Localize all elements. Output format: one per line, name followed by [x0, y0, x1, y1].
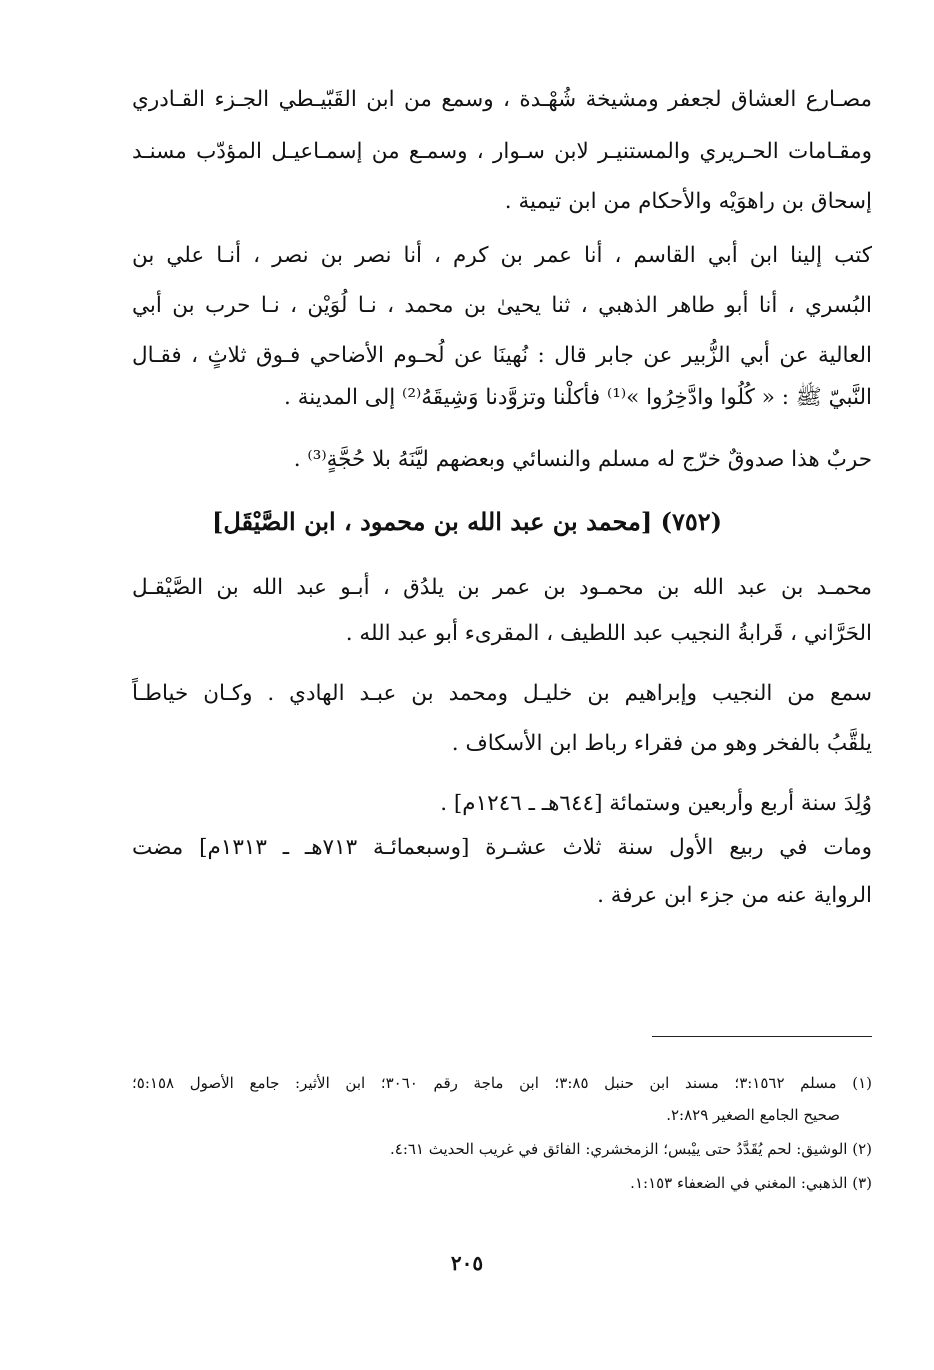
entry-heading: (٧٥٢) [محمد بن عبد الله بن محمود ، ابن الصَّيْقَل] [212, 507, 722, 536]
body-line: محمـد بن عبد الله بن محمـود بن عمر بن يلدُق ، أبـو عبد الله بن الصَّيْقـل [132, 575, 872, 600]
body-line: كتب إلينا ابن أبي القاسم ، أنا عمر بن كرم ، أنا نصر بن نصر ، أنـا علي بن [132, 243, 872, 268]
footnote-continuation: صحيح الجامع الصغير ٢:٨٢٩. [666, 1106, 840, 1124]
body-line: الرواية عنه من جزء ابن عرفة . [597, 883, 872, 908]
body-line: البُسري ، أنا أبو طاهر الذهبي ، ثنا يحيىٰ بن محمد ، نـا لُوَيْن ، نـا حرب بن أبي [132, 293, 872, 318]
footnote-separator [652, 1036, 872, 1037]
body-line: يلقَّبُ بالفخر وهو من فقراء رباط ابن الأسكاف . [451, 731, 872, 756]
body-line: النَّبيّ ﷺ : « كُلُوا وادَّخِرُوا »⁽¹⁾ فأكلْنا وتزوَّدنا وَشِيقَهُ⁽²⁾ إلى المدينة . [284, 385, 872, 410]
body-line: ومات في ربيع الأول سنة ثلاث عشـرة [وسبعمائـة ٧١٣هـ ـ ١٣١٣م] مضت [132, 835, 872, 860]
body-line: حربٌ هذا صدوقٌ خرّج له مسلم والنسائي وبعضهم ليَّنَهُ بلا حُجَّةٍ⁽³⁾ . [293, 447, 872, 472]
footnote: (٢) الوشيق: لحم يُقَدَّدُ حتى ييْبس؛ الزمخشري: الفائق في غريب الحديث ٤:٦١. [389, 1140, 872, 1158]
body-line: مصـارع العشاق لجعفر ومشيخة شُهْـدة ، وسمع من ابن القَبّيـطي الجـزء القـادري [132, 87, 872, 112]
body-line: ومقـامات الحـريري والمستنيـر لابن سـوار ، وسمـع من إسمـاعيـل المؤدّب مسنـد [132, 139, 872, 164]
footnote: (١) مسلم ٣:١٥٦٢؛ مسند ابن حنبل ٣:٨٥؛ ابن ماجة رقم ٣٠٦٠؛ ابن الأثير: جامع الأصول ٥:١٥٨؛ [132, 1074, 872, 1092]
body-line: إسحاق بن راهوَيْه والأحكام من ابن تيمية . [504, 189, 872, 214]
footnote: (٣) الذهبي: المغني في الضعفاء ١:١٥٣. [630, 1174, 872, 1192]
page-number: ٢٠٥ [450, 1251, 484, 1275]
body-line: الحَرَّاني ، قَرابةُ النجيب عبد اللطيف ، المقرىء أبو عبد الله . [345, 621, 872, 646]
body-line: وُلِدَ سنة أربع وأربعين وستمائة [٦٤٤هـ ـ ١٢٤٦م] . [440, 791, 872, 816]
body-line: سمع من النجيب وإبراهيم بن خليـل ومحمد بن عبـد الهادي . وكـان خياطـاً [132, 681, 872, 706]
body-line: العالية عن أبي الزُّبير عن جابر قال : نُهينَا عن لُحـوم الأضاحي فـوق ثلاثٍ ، فقـال [132, 343, 872, 368]
